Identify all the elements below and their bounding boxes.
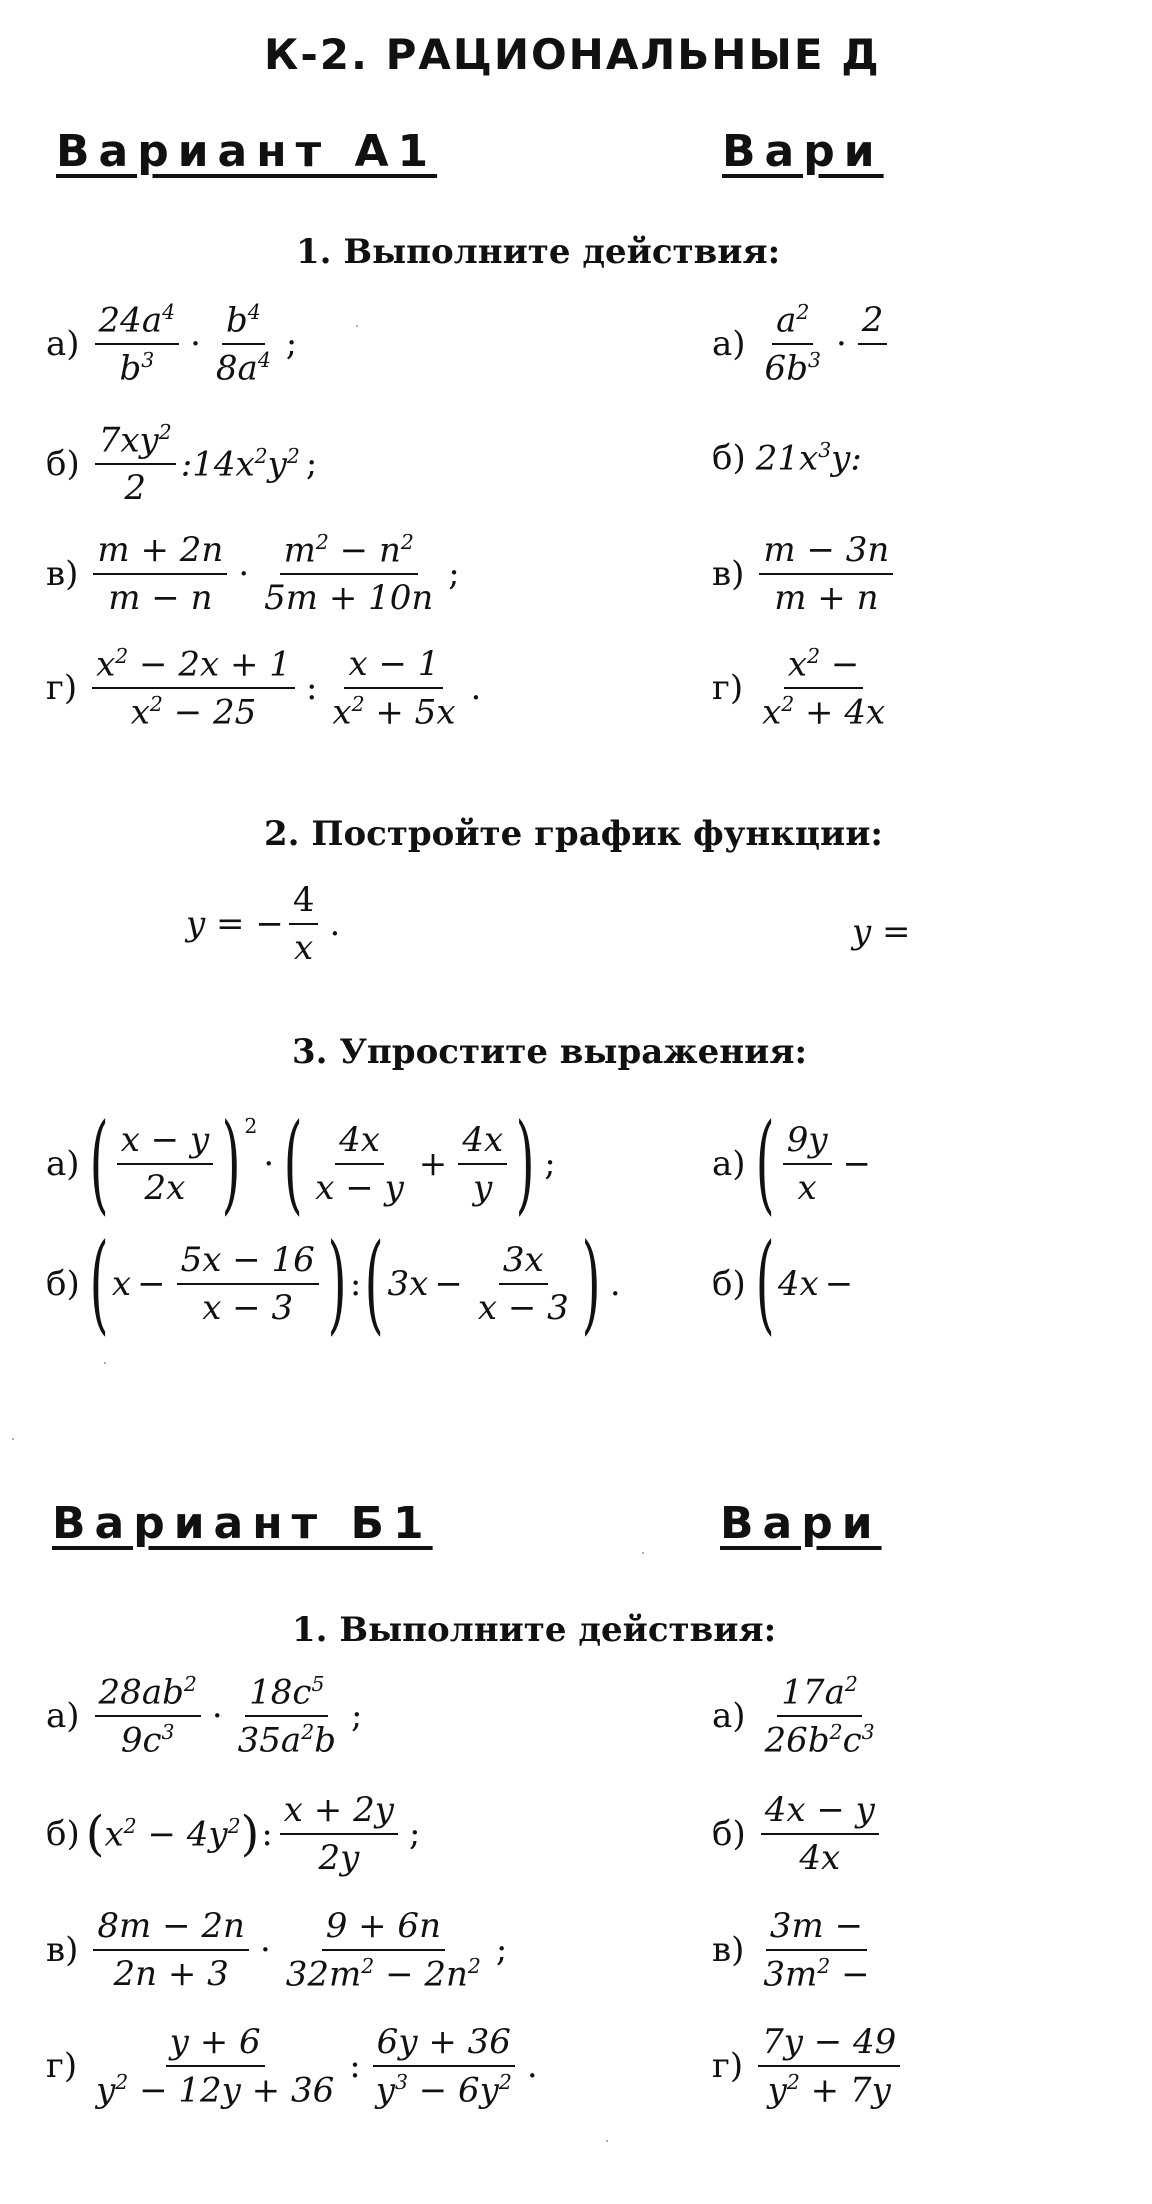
a2-task2-function: y =: [852, 912, 911, 952]
fraction: $\frac{x - y}{2x}$: [117, 1120, 214, 1208]
scan-speck: [642, 1552, 644, 1554]
item-label: а): [46, 324, 80, 365]
a2-task1-a: а) $\frac{a^2}{6b^3}$ · 2: [712, 300, 892, 389]
scan-speck: [356, 325, 358, 327]
variant-b1-heading: Вариант Б1: [52, 1498, 433, 1549]
item-label: г): [712, 668, 744, 709]
a2-task1-v: [712, 530, 898, 618]
fraction: $\frac{4x - y}{4x}$: [761, 1790, 879, 1878]
scan-speck: [606, 2140, 608, 2142]
punct: ;: [544, 1144, 556, 1184]
fraction: $\frac{x^2 -}{x^2 + 4x}$: [762, 644, 886, 733]
item-label: а): [712, 324, 746, 365]
variant-a2-heading: Вари: [722, 126, 884, 177]
a1-task3-a: а) ( $\frac{x - y}{2x}$ ) $^2$ · ( $\frac{4x}{x - y}$ + $\frac{4x}{y}$ ) ;: [46, 1101, 556, 1226]
item-label: б): [712, 1264, 746, 1304]
fraction: $\frac{3m -}{3m^2 -}$: [763, 1906, 870, 1995]
punct: ;: [350, 1696, 363, 1737]
b2-task1-a: [712, 1672, 884, 1761]
b1-task1-v: в) $\frac{8m - 2n}{2n + 3}$ · $\frac{9 + 6n}{32m^2 - 2n^2}$ ;: [46, 1906, 508, 1995]
fraction: $\frac{m - 3n}{m + n}$: [759, 530, 893, 618]
item-label: б): [712, 1814, 746, 1854]
fraction: 2: [858, 300, 888, 388]
item-label: в): [712, 554, 745, 594]
fraction: $\frac{a^2}{6b^3}$: [764, 300, 821, 389]
punct: ;: [305, 444, 318, 485]
task3-heading: 3. Упростите выражения:: [292, 1032, 808, 1072]
scan-speck: [104, 1362, 106, 1364]
fraction: $\frac{9y}{x}$: [783, 1120, 832, 1208]
fraction: $\frac{6y + 36}{y^3 - 6y^2}$: [372, 2022, 516, 2110]
a2-task1-b: б) $21x^3y$:: [712, 438, 862, 479]
fraction: $\frac{18c^5}{35a^2b}$: [237, 1672, 336, 1761]
fraction: $\frac{4}{x}$: [289, 880, 319, 968]
punct: ;: [495, 1930, 508, 1971]
task1-heading: 1. Выполните действия:: [296, 232, 781, 272]
task1-heading-b: 1. Выполните действия:: [292, 1610, 777, 1650]
b1-task1-a: а) $\frac{28ab^2}{9c^3}$ · $\frac{18c^5}{35a^2b}$ ;: [46, 1672, 363, 1761]
fraction: $\frac{7y - 49}{y^2 + 7y}$: [758, 2022, 900, 2110]
fraction: $\frac{17a^2}{26b^2c^3}$: [764, 1672, 875, 1761]
a2-task3-a: а) ( $\frac{9y}{x}$ −: [712, 1101, 872, 1226]
item-label: в): [712, 1930, 745, 1971]
item-label: а): [46, 1144, 80, 1184]
fraction: $\frac{7xy^2}{2}$: [95, 420, 176, 508]
fraction: $\frac{24a^4}{b^3}$: [95, 300, 180, 389]
item-label: в): [46, 554, 79, 595]
fraction: $\frac{b^4}{8a^4}$: [215, 300, 271, 389]
a2-task1-g: [712, 644, 894, 733]
item-label: г): [712, 2046, 744, 2087]
fraction: $\frac{4x}{x - y}$: [315, 1120, 404, 1208]
item-label: б): [46, 1814, 80, 1854]
item-label: в): [46, 1930, 79, 1971]
b2-task1-g: [712, 2022, 905, 2110]
variant-a1-heading: Вариант А1: [56, 126, 438, 177]
b1-task1-b: б) ( $x^2 - 4y^2$ ) : $\frac{x + 2y}{2y}$ ;: [46, 1790, 421, 1878]
a1-task1-v: в) $\frac{m + 2n}{m - n}$ · $\frac{m^2 - n^2}{5m + 10n}$ ;: [46, 530, 460, 619]
item-label: г): [46, 2046, 78, 2087]
fraction: $\frac{28ab^2}{9c^3}$: [95, 1672, 201, 1761]
punct: ;: [448, 554, 460, 595]
punct: ;: [408, 1814, 421, 1854]
fraction: $\frac{m^2 - n^2}{5m + 10n}$: [264, 530, 434, 619]
b2-task1-v: [712, 1906, 879, 1994]
fraction: $\frac{x + 2y}{2y}$: [280, 1790, 398, 1878]
item-label: б): [712, 438, 746, 479]
a1-task3-b: б) ( x − $\frac{5x - 16}{x - 3}$ ) : ( 3x − $\frac{3x}{x - 3}$ ) .: [46, 1221, 621, 1346]
fraction: $\frac{5x - 16}{x - 3}$: [177, 1240, 319, 1328]
fraction: $\frac{9 + 6n}{32m^2 - 2n^2}$: [285, 1906, 481, 1995]
a1-task1-b: б) $\frac{7xy^2}{2}$ $:14x^2y^2$ ;: [46, 420, 318, 509]
punct: ;: [285, 324, 298, 365]
fraction: $\frac{x - 1}{x^2 + 5x}$: [332, 644, 456, 733]
item-label: а): [46, 1696, 80, 1737]
scan-speck: [12, 1438, 14, 1440]
task2-heading: 2. Постройте график функции:: [264, 814, 883, 854]
a2-task3-b: б) ( 4x −: [712, 1221, 854, 1346]
page-title: К-2. РАЦИОНАЛЬНЫЕ Д: [264, 30, 881, 79]
item-label: а): [712, 1144, 746, 1184]
a1-task1-g: г) $\frac{x^2 - 2x + 1}{x^2 - 25}$ : $\frac{x - 1}{x^2 + 5x}$ .: [46, 644, 482, 733]
fraction: $\frac{x^2 - 2x + 1}{x^2 - 25}$: [92, 644, 295, 733]
b2-task1-b: [712, 1790, 884, 1878]
a1-task1-a: а) $\frac{24a^4}{b^3}$ · $\frac{b^4}{8a^4}$ ;: [46, 300, 298, 389]
variant-b2-heading: Вари: [720, 1498, 882, 1549]
item-label: б): [46, 444, 80, 485]
b1-task1-g: г) $\frac{y + 6}{y^2 - 12y + 36}$ : $\frac{6y + 36}{y^3 - 6y^2}$ .: [46, 2022, 538, 2111]
fraction: $\frac{4x}{y}$: [458, 1120, 507, 1208]
fraction: $\frac{m + 2n}{m - n}$: [93, 530, 227, 618]
fraction: $\frac{3x}{x - 3}$: [477, 1240, 569, 1328]
fraction: $\frac{y + 6}{y^2 - 12y + 36}$: [96, 2022, 335, 2111]
item-label: г): [46, 668, 78, 709]
punct: .: [609, 1264, 621, 1304]
a1-task2-function: y = − $\frac{4}{x}$ .: [186, 880, 341, 968]
item-label: б): [46, 1264, 80, 1304]
punct: .: [470, 668, 482, 709]
fraction: $\frac{8m - 2n}{2n + 3}$: [93, 1906, 249, 1994]
item-label: а): [712, 1696, 746, 1737]
punct: .: [526, 2046, 538, 2087]
